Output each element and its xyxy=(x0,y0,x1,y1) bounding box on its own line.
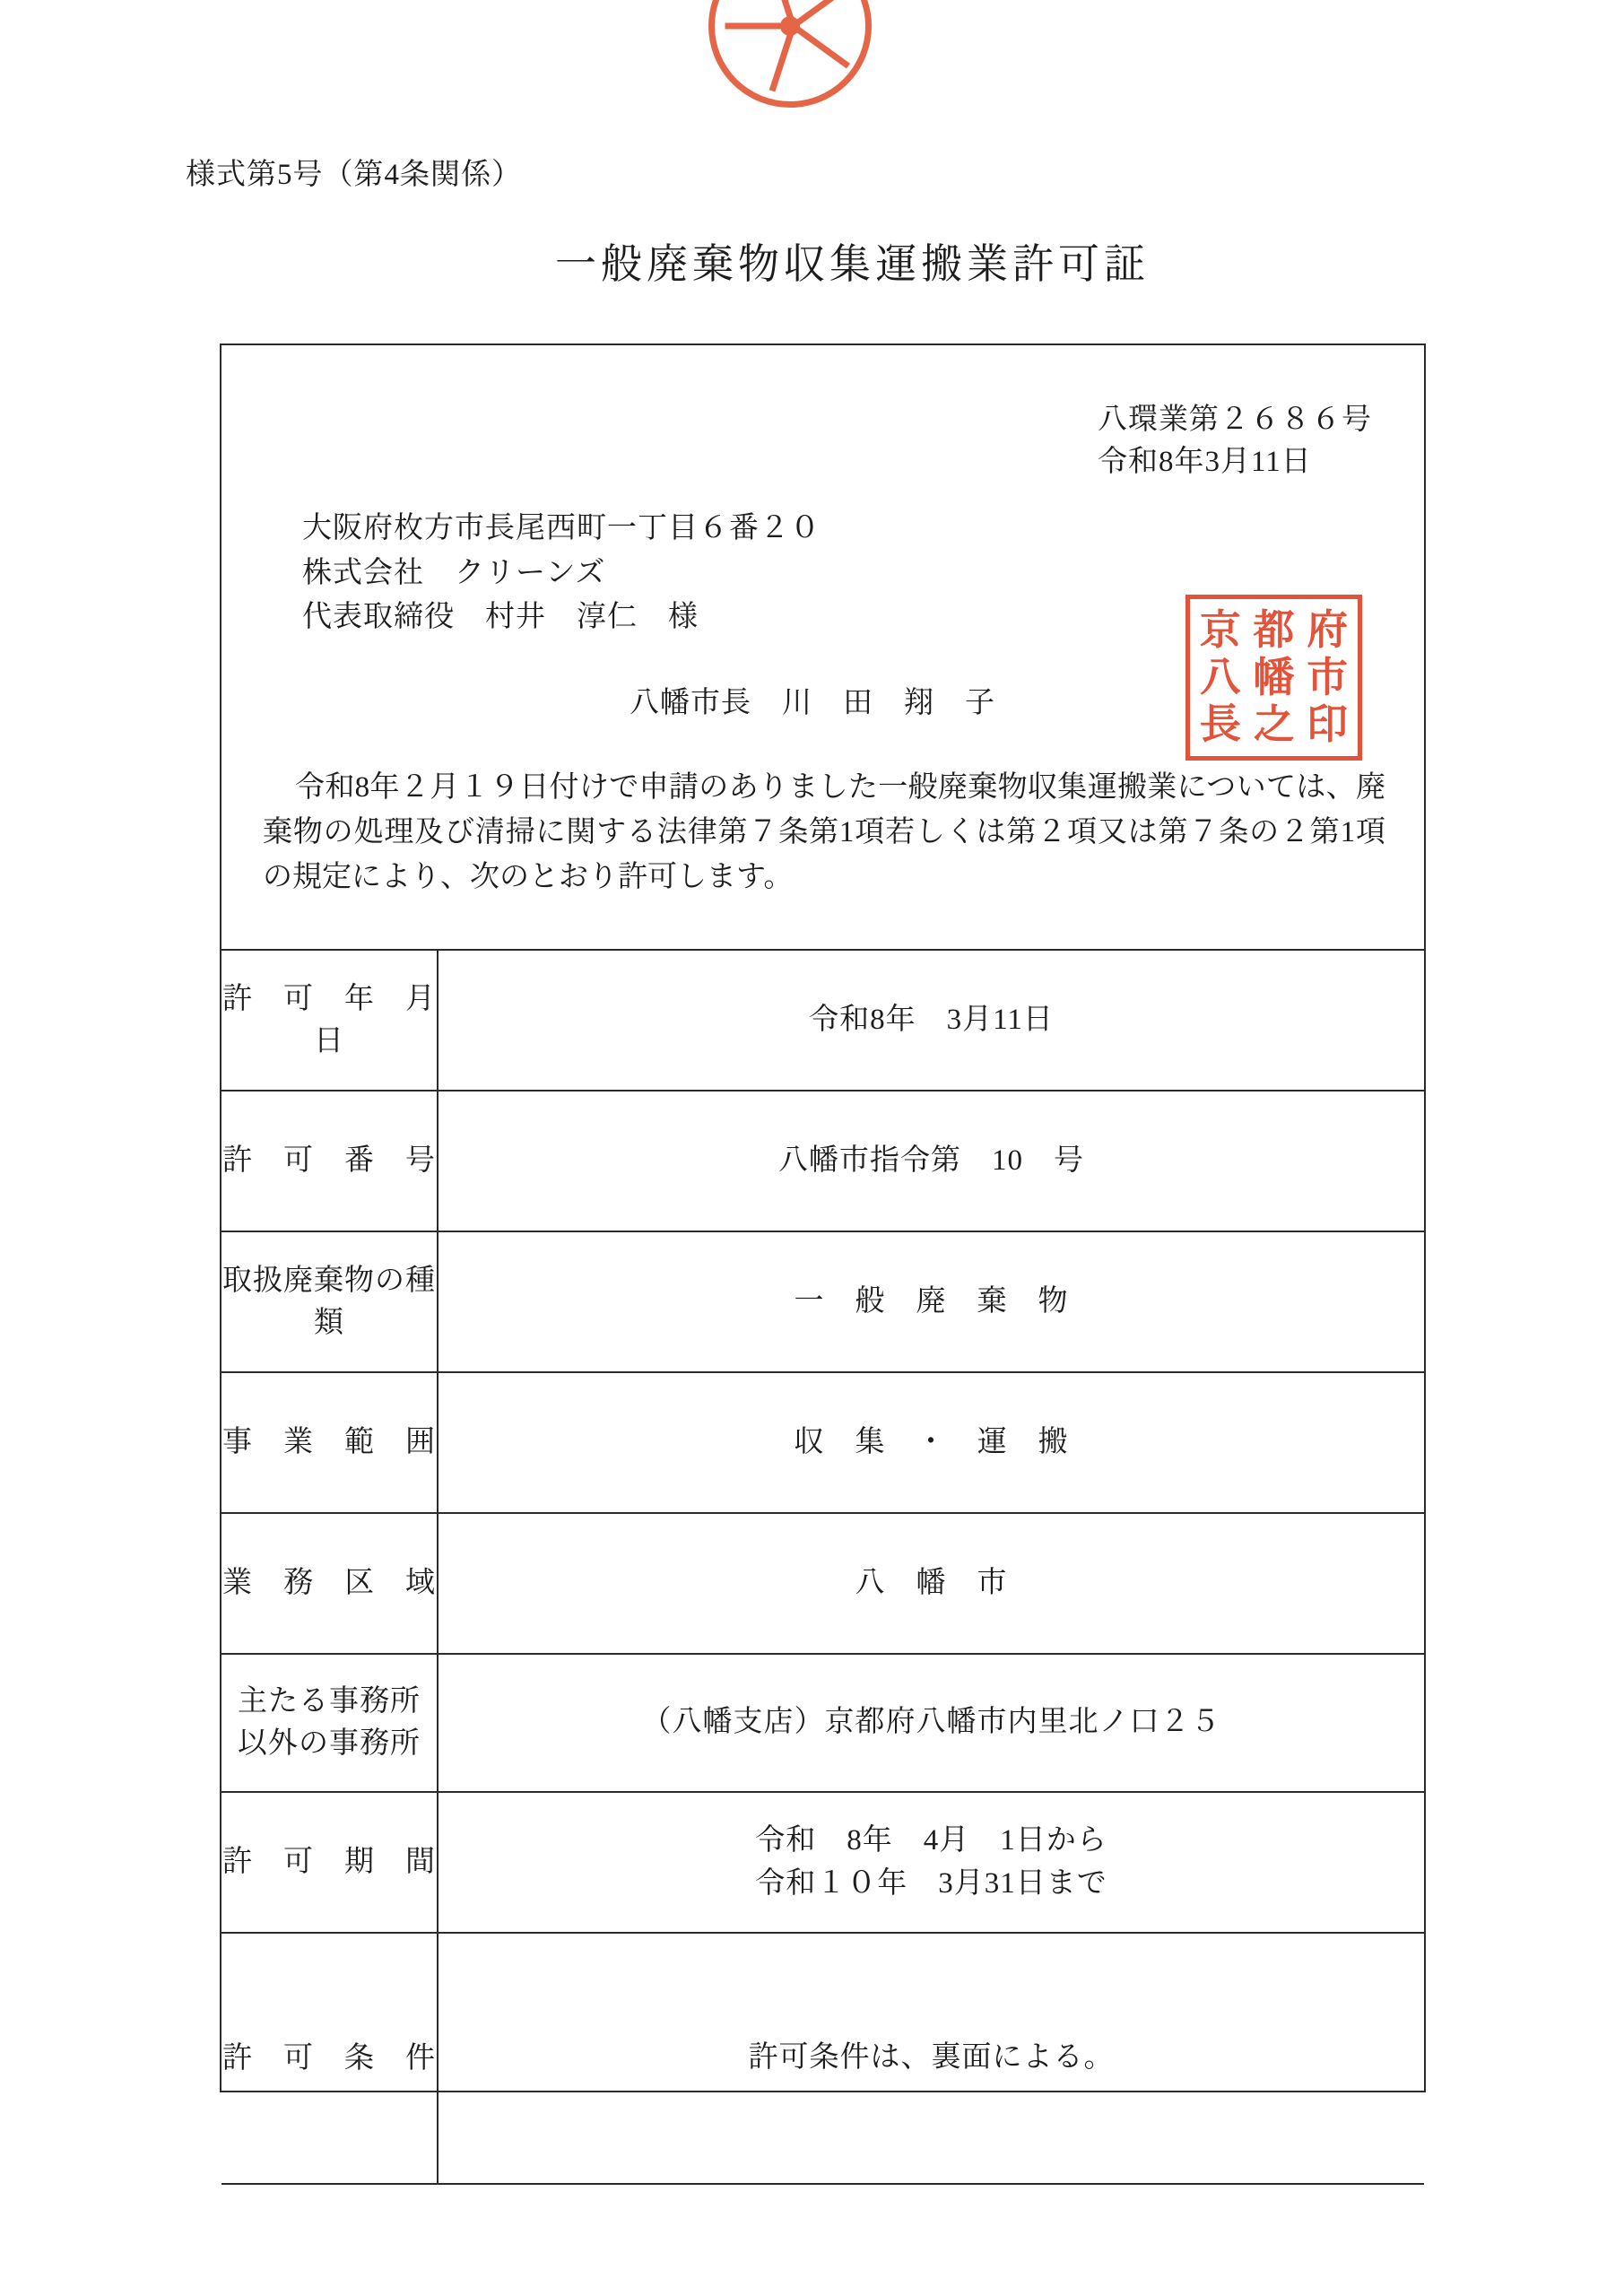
row-value: 一 般 廃 棄 物 xyxy=(438,1231,1424,1372)
seal-spoke xyxy=(725,23,794,30)
seal-column-2 xyxy=(1247,603,1301,752)
official-square-seal-icon xyxy=(1185,595,1362,761)
row-label: 事 業 範 囲 xyxy=(221,1372,438,1513)
row-value: 八幡市指令第 10 号 xyxy=(438,1091,1424,1231)
seal-char: 京 xyxy=(1199,604,1241,654)
row-value: 収 集 ・ 運 搬 xyxy=(438,1372,1424,1513)
row-label-line2: 以外の事務所 xyxy=(238,1727,421,1760)
seal-char: 幡 xyxy=(1253,652,1295,701)
seal-char: 印 xyxy=(1307,700,1349,749)
form-number: 様式第5号（第4条関係） xyxy=(186,159,522,191)
round-seal-icon xyxy=(708,0,872,108)
row-value: 許可条件は、裏面による。 xyxy=(438,1933,1424,2184)
table-row xyxy=(221,1654,1424,1792)
addressee-block xyxy=(302,507,821,640)
row-label: 許 可 条 件 xyxy=(221,1933,438,2184)
row-label: 許 可 番 号 xyxy=(221,1091,438,1231)
seal-column-3 xyxy=(1194,603,1247,752)
seal-char: 之 xyxy=(1253,700,1295,749)
seal-char: 八 xyxy=(1199,652,1241,701)
document-number: 八環業第２６８６号 xyxy=(1098,404,1372,436)
addressee-company: 株式会社 クリーンズ xyxy=(302,556,606,589)
document-number-block xyxy=(1098,399,1372,483)
table-row xyxy=(221,1091,1424,1231)
seal-spoke xyxy=(769,25,796,91)
table-row xyxy=(221,950,1424,1091)
table-row xyxy=(221,1372,1424,1513)
addressee-address: 大阪府枚方市長尾西町一丁目６番２０ xyxy=(302,512,821,544)
table-row xyxy=(221,1513,1424,1654)
row-value: 八 幡 市 xyxy=(438,1513,1424,1654)
row-label-line1: 主たる事務所 xyxy=(238,1685,421,1718)
issuer-name: 八幡市長 川 田 翔 子 xyxy=(630,687,995,719)
row-label: 許 可 年 月 日 xyxy=(221,950,438,1091)
row-label xyxy=(221,1654,438,1792)
row-value: 令和8年 3月11日 xyxy=(438,950,1424,1091)
issue-date: 令和8年3月11日 xyxy=(1098,445,1312,478)
seal-char: 市 xyxy=(1307,652,1349,701)
body-paragraph xyxy=(263,765,1385,900)
page-title: 一般廃棄物収集運搬業許可証 xyxy=(555,241,1150,287)
row-label: 取扱廃棄物の種類 xyxy=(221,1231,438,1372)
table-row xyxy=(221,1792,1424,1933)
permit-details-table xyxy=(221,949,1424,2185)
row-label: 業 務 区 域 xyxy=(221,1513,438,1654)
seal-char: 長 xyxy=(1199,700,1241,749)
table-row xyxy=(221,1231,1424,1372)
row-value-line1: 令和 8年 4月 1日から xyxy=(755,1823,1107,1857)
addressee-representative: 代表取締役 村井 淳仁 様 xyxy=(302,601,699,633)
row-value: （八幡支店）京都府八幡市内里北ノ口２５ xyxy=(438,1654,1424,1792)
seal-column-1 xyxy=(1300,603,1354,752)
certificate-frame xyxy=(220,344,1426,2092)
seal-spoke xyxy=(791,23,850,68)
row-label: 許 可 期 間 xyxy=(221,1792,438,1933)
seal-char: 府 xyxy=(1307,604,1349,654)
seal-spoke xyxy=(791,0,850,29)
row-value-line2: 令和１０年 3月31日まで xyxy=(755,1866,1107,1900)
body-paragraph-text: 令和8年２月１９日付けで申請のありました一般廃棄物収集運搬業については、廃棄物の処理及び清掃に関する法律第７条第1項若しくは第２項又は第７条の２第1項の規定により、次のとおり許可します。 xyxy=(263,771,1385,894)
table-row xyxy=(221,1933,1424,2184)
row-value xyxy=(438,1792,1424,1933)
seal-char: 都 xyxy=(1253,604,1295,654)
